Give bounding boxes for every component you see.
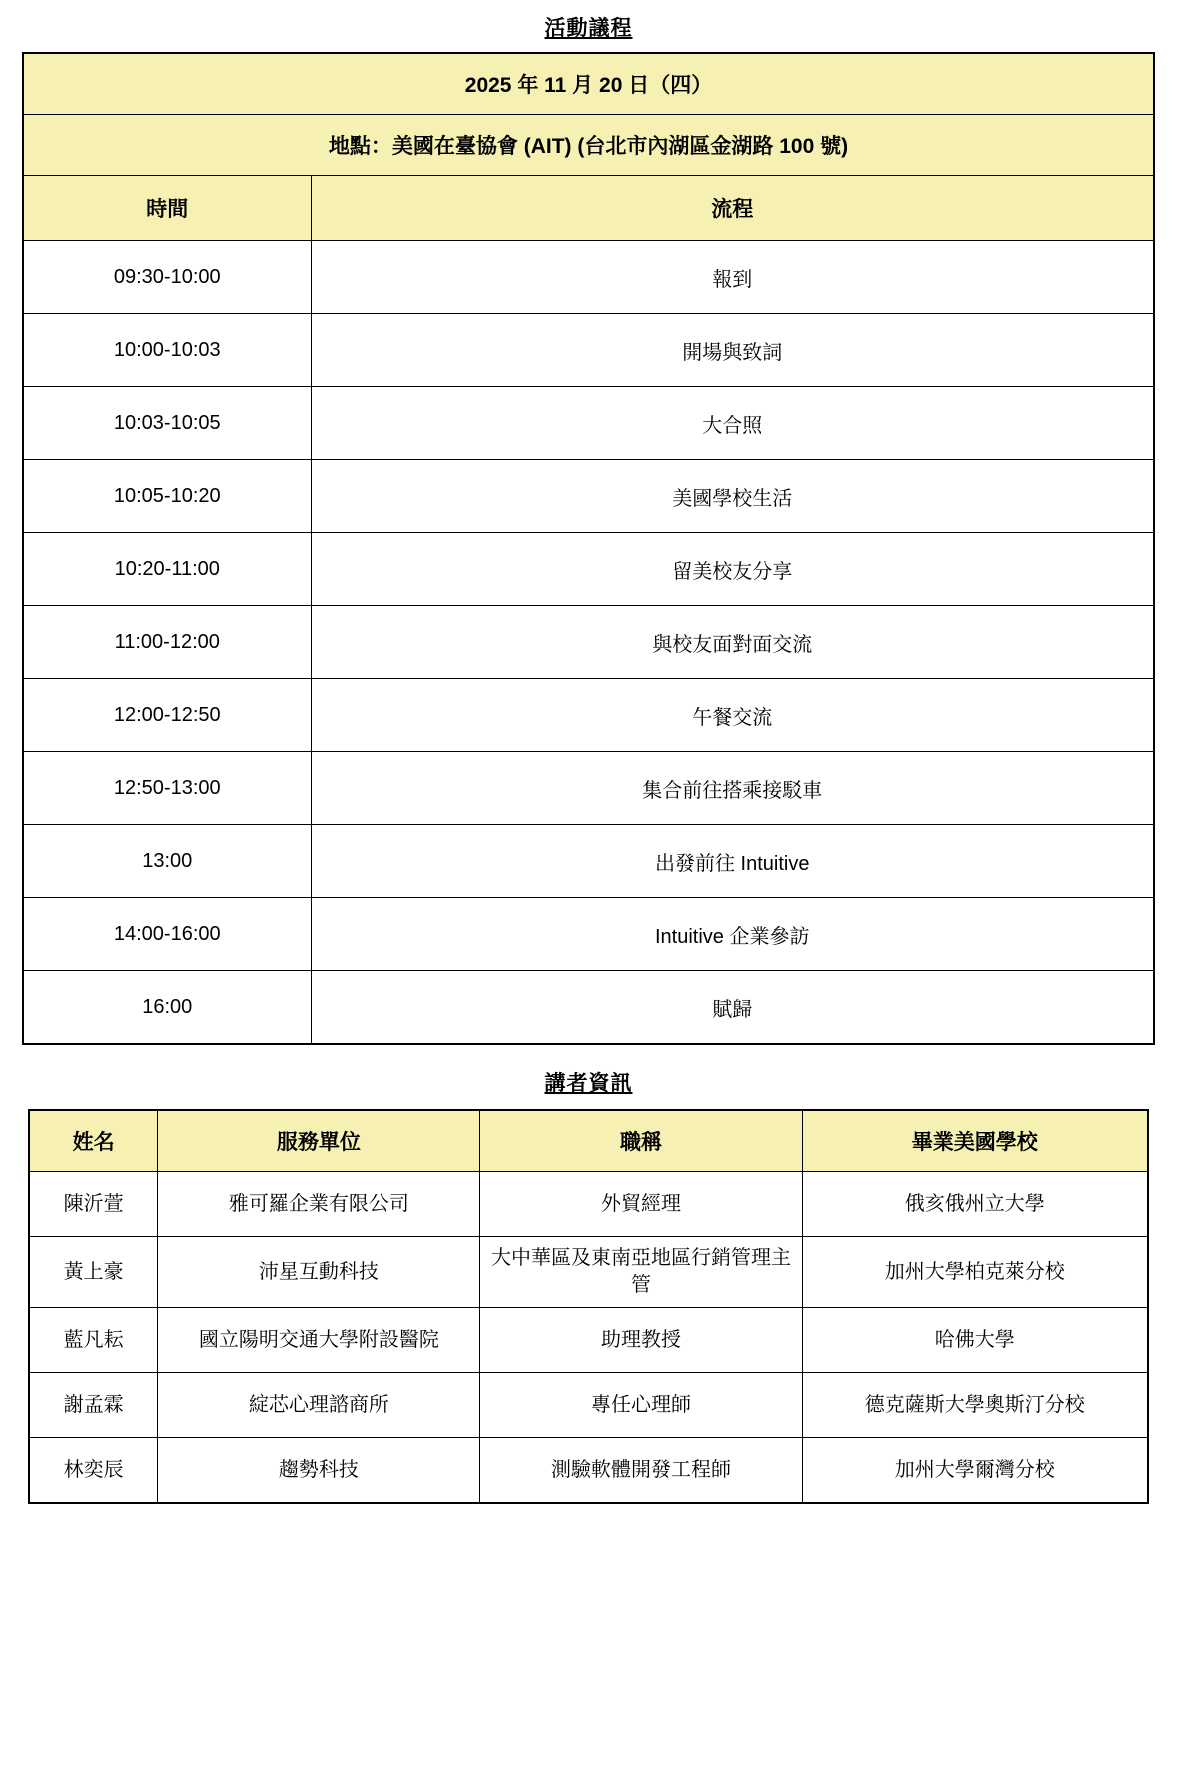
speaker-name: 黃上豪 <box>29 1237 158 1308</box>
agenda-item: 報到 <box>311 241 1154 314</box>
speaker-school: 加州大學爾灣分校 <box>802 1438 1148 1504</box>
agenda-item: 美國學校生活 <box>311 460 1154 533</box>
table-row <box>29 1172 1148 1237</box>
speaker-org: 沛星互動科技 <box>158 1237 480 1308</box>
speakers-header-org: 服務單位 <box>158 1110 480 1172</box>
agenda-item: 午餐交流 <box>311 679 1154 752</box>
speaker-school: 德克薩斯大學奧斯汀分校 <box>802 1373 1148 1438</box>
agenda-time: 09:30-10:00 <box>23 241 311 314</box>
agenda-time: 12:00-12:50 <box>23 679 311 752</box>
speakers-table-body <box>29 1172 1148 1504</box>
agenda-item: 集合前往搭乘接駁車 <box>311 752 1154 825</box>
speaker-org: 國立陽明交通大學附設醫院 <box>158 1308 480 1373</box>
speaker-org: 綻芯心理諮商所 <box>158 1373 480 1438</box>
agenda-item: 留美校友分享 <box>311 533 1154 606</box>
speaker-name: 林奕辰 <box>29 1438 158 1504</box>
agenda-header-item: 流程 <box>311 176 1154 241</box>
agenda-date-banner: 2025 年 11 月 20 日（四） <box>23 53 1154 115</box>
speakers-table-head <box>29 1110 1148 1172</box>
table-row <box>23 387 1154 460</box>
agenda-time: 10:03-10:05 <box>23 387 311 460</box>
table-row <box>29 1237 1148 1308</box>
table-row <box>29 1438 1148 1504</box>
agenda-item: 開場與致詞 <box>311 314 1154 387</box>
table-row <box>23 241 1154 314</box>
speaker-title: 助理教授 <box>480 1308 802 1373</box>
agenda-date-row <box>23 53 1154 115</box>
speakers-header-name: 姓名 <box>29 1110 158 1172</box>
agenda-time: 14:00-16:00 <box>23 898 311 971</box>
speaker-title: 專任心理師 <box>480 1373 802 1438</box>
agenda-time: 10:05-10:20 <box>23 460 311 533</box>
speaker-name: 謝孟霖 <box>29 1373 158 1438</box>
speakers-title: 講者資訊 <box>544 1072 633 1095</box>
table-row <box>23 825 1154 898</box>
table-row <box>23 679 1154 752</box>
speaker-name: 藍凡耘 <box>29 1308 158 1373</box>
agenda-table <box>22 52 1155 1045</box>
agenda-header-time: 時間 <box>23 176 311 241</box>
table-row <box>23 606 1154 679</box>
table-row <box>23 460 1154 533</box>
agenda-time: 10:20-11:00 <box>23 533 311 606</box>
table-row <box>23 752 1154 825</box>
agenda-time: 11:00-12:00 <box>23 606 311 679</box>
speaker-org: 雅可羅企業有限公司 <box>158 1172 480 1237</box>
speaker-org: 趨勢科技 <box>158 1438 480 1504</box>
speakers-table-wrapper <box>22 1109 1155 1504</box>
speaker-school: 加州大學柏克萊分校 <box>802 1237 1148 1308</box>
speakers-header-title: 職稱 <box>480 1110 802 1172</box>
agenda-item: 大合照 <box>311 387 1154 460</box>
agenda-venue-banner: 地點：美國在臺協會 (AIT) (台北市內湖區金湖路 100 號) <box>23 115 1154 176</box>
table-row <box>23 898 1154 971</box>
agenda-table-body <box>23 53 1154 1044</box>
table-row <box>23 533 1154 606</box>
agenda-time: 10:00-10:03 <box>23 314 311 387</box>
speakers-table <box>28 1109 1149 1504</box>
table-row <box>23 971 1154 1045</box>
speakers-header-school: 畢業美國學校 <box>802 1110 1148 1172</box>
agenda-item: 與校友面對面交流 <box>311 606 1154 679</box>
agenda-time: 13:00 <box>23 825 311 898</box>
speaker-title: 測驗軟體開發工程師 <box>480 1438 802 1504</box>
agenda-item: Intuitive 企業參訪 <box>311 898 1154 971</box>
speaker-name: 陳沂萱 <box>29 1172 158 1237</box>
agenda-item: 出發前往 Intuitive <box>311 825 1154 898</box>
speaker-school: 哈佛大學 <box>802 1308 1148 1373</box>
table-row <box>23 314 1154 387</box>
agenda-time: 12:50-13:00 <box>23 752 311 825</box>
agenda-item: 賦歸 <box>311 971 1154 1045</box>
speaker-title: 外貿經理 <box>480 1172 802 1237</box>
speaker-school: 俄亥俄州立大學 <box>802 1172 1148 1237</box>
agenda-venue-row <box>23 115 1154 176</box>
agenda-time: 16:00 <box>23 971 311 1045</box>
speaker-title: 大中華區及東南亞地區行銷管理主管 <box>480 1237 802 1308</box>
table-row <box>29 1373 1148 1438</box>
agenda-title: 活動議程 <box>544 17 633 40</box>
speakers-header-row <box>29 1110 1148 1172</box>
table-row <box>29 1308 1148 1373</box>
agenda-header-row <box>23 176 1154 241</box>
